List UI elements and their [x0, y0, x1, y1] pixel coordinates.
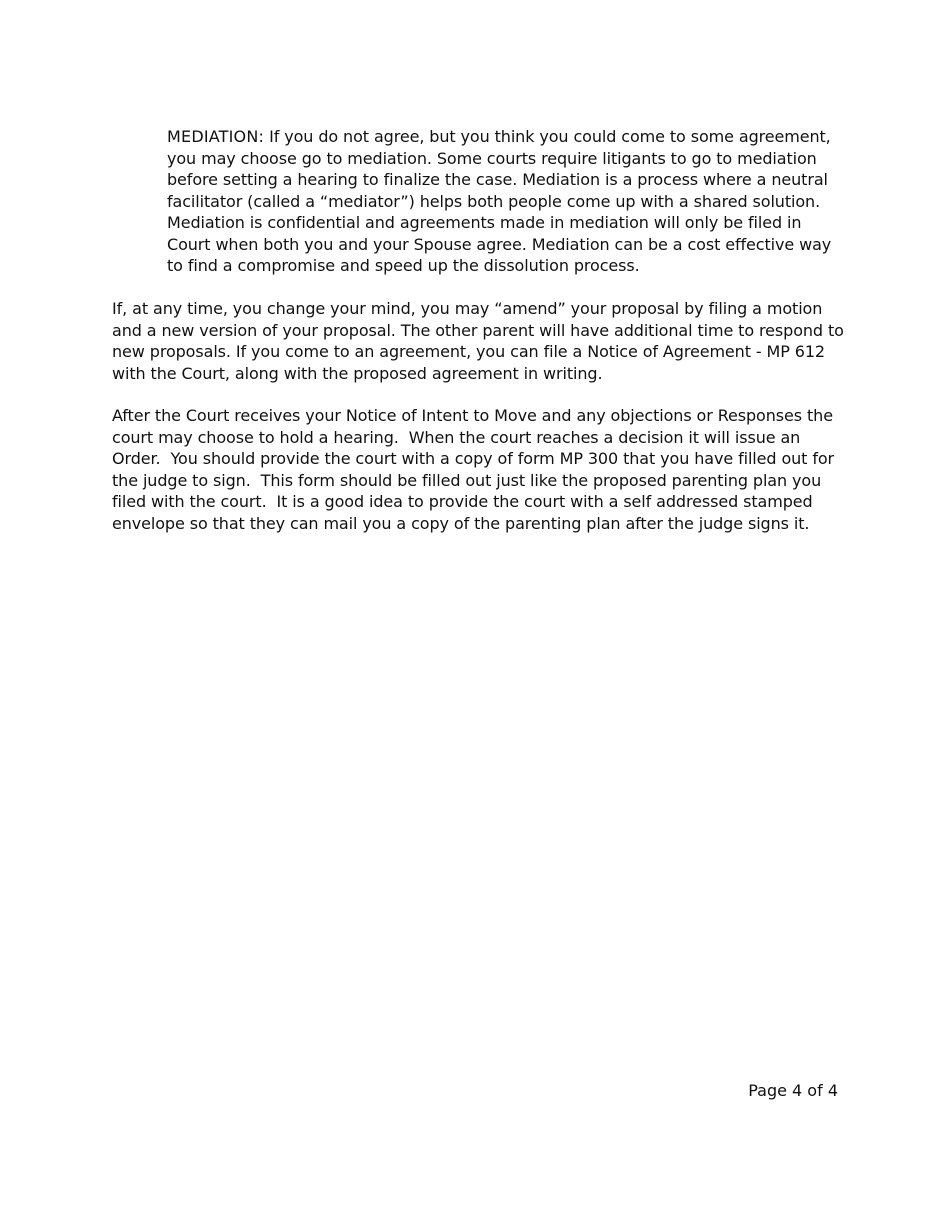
mediation-text: If you do not agree, but you think you could come to some agreement, you may choose go to mediation. Some courts require litigants to go to mediation before setting a hearing to finalize the case. Mediation is a process where a neutral facilitator (called a “mediator”) helps both people come up with a shared solution. Mediation is confidential and agreements made in mediation will only be filed in Court when both you and your Spouse agree. Mediation can be a cost effective way to find a compromise and speed up the dissolution process.: [167, 127, 837, 275]
amend-paragraph: If, at any time, you change your mind, you may “amend” your proposal by filing a motion and a new version of your proposal. The other parent will have additional time to respond to new proposals. If you come to an agreement, you can file a Notice of Agreement - MP 612 with the Court, along with the proposed agreement in writing.: [112, 299, 849, 383]
page-number: Page 4 of 4: [748, 1081, 838, 1100]
mediation-paragraph: [167, 126, 847, 277]
mediation-label: MEDIATION:: [167, 127, 265, 146]
after-court-paragraph: After the Court receives your Notice of Intent to Move and any objections or Responses the court may choose to hold a hearing. When the court reaches a decision it will issue an Order. You should provide the court with a copy of form MP 300 that you have filled out for the judge to sign. This form should be filled out just like the proposed parenting plan you filed with the court. It is a good idea to provide the court with a self addressed stamped envelope so that they can mail you a copy of the parenting plan after the judge signs it.: [112, 406, 840, 533]
